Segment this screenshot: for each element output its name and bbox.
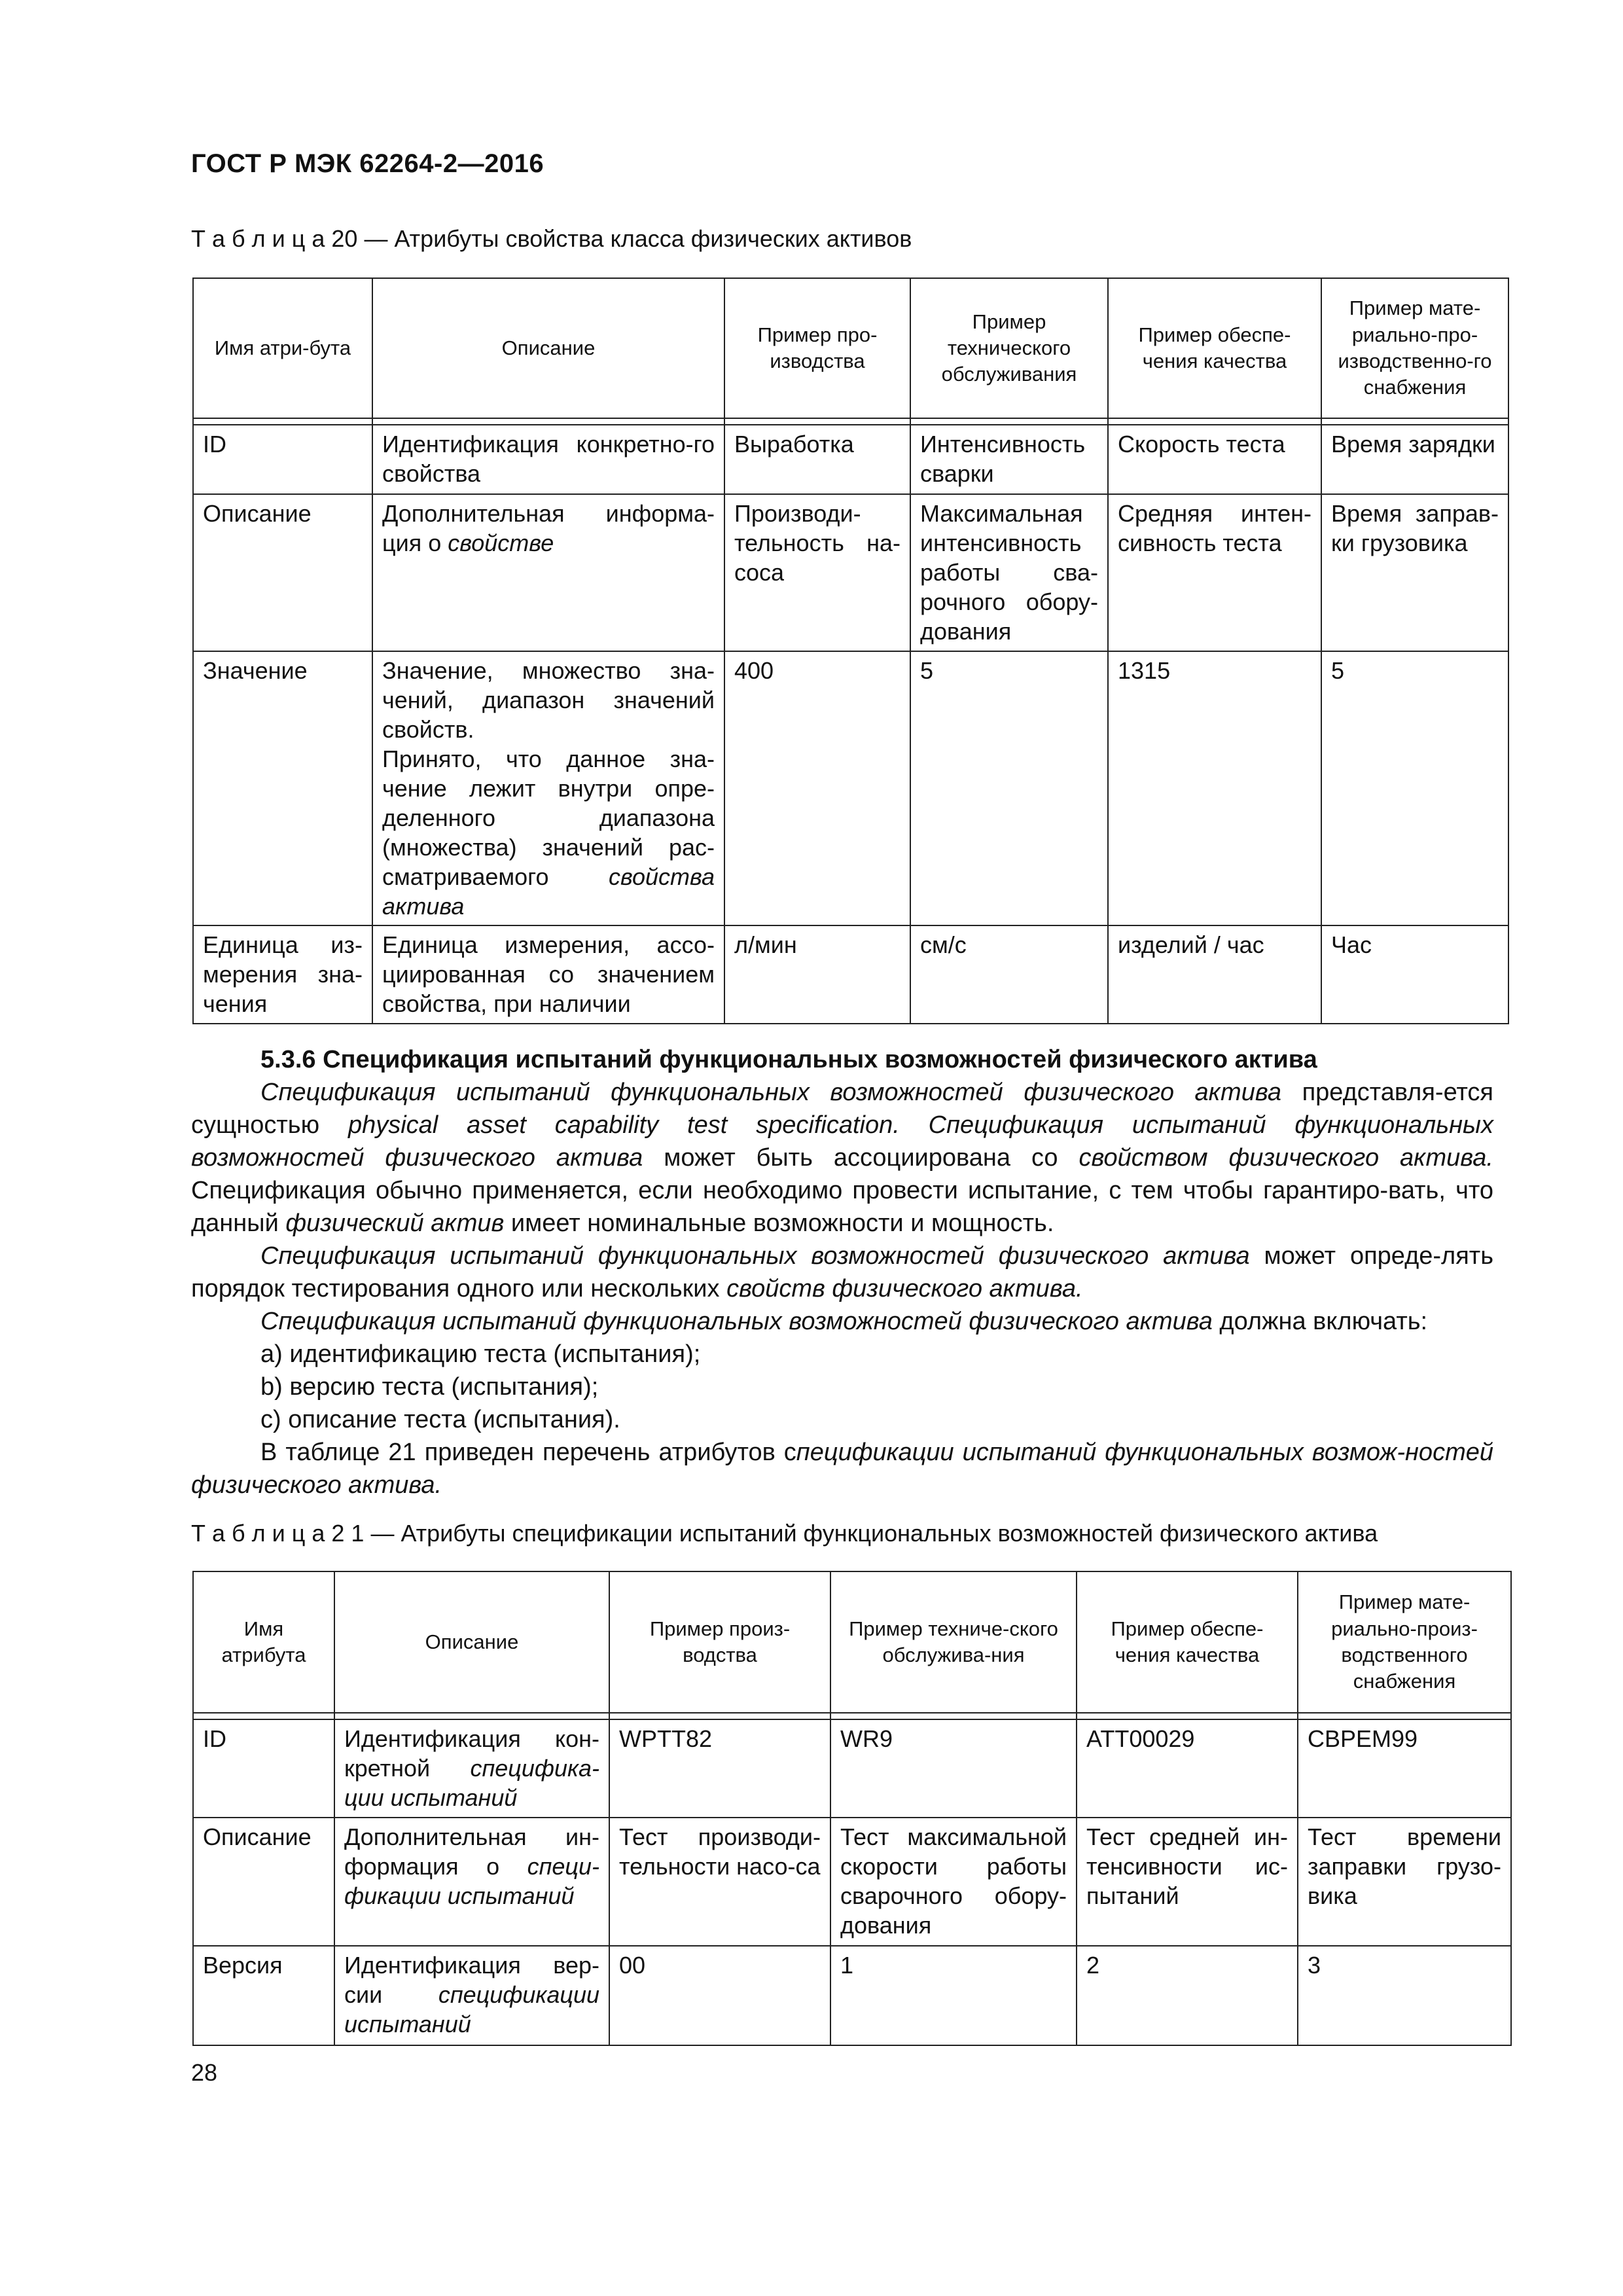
cell-prod: Тест производи-тельности насо-са <box>609 1818 830 1946</box>
cell-desc-italic: спецификации испытаний <box>344 1981 599 2037</box>
cell-maint: 5 <box>910 651 1108 925</box>
list-item: a) идентификацию теста (испытания); <box>260 1340 701 1368</box>
table21-caption-prefix: Т а б л и ц а 2 1 <box>191 1520 365 1547</box>
table21-header-maint: Пример техниче-ского обслужива-ния <box>830 1571 1077 1713</box>
cell-maint: см/с <box>910 925 1108 1024</box>
cell-desc-italic: специ-фикации испытаний <box>344 1853 599 1909</box>
list-item: c) описание теста (испытания). <box>260 1406 620 1433</box>
cell-name: Версия <box>193 1946 334 2045</box>
cell-inv: Час <box>1321 925 1508 1024</box>
cell-maint: Максимальная интенсивность работы сва-рочного обору-дования <box>910 494 1108 651</box>
cell-inv: Время заправ-ки грузовика <box>1321 494 1508 651</box>
text: Спецификация обычно применяется, если необходимо провести испытание, с тем чтобы гарантиро-вать, что данный <box>191 1177 1493 1237</box>
table20-header-name: Имя атри-бута <box>193 278 372 418</box>
text-italic: физический актив <box>285 1210 505 1237</box>
text-italic: Спецификация испытаний функциональных возможностей физического актива <box>260 1308 1213 1335</box>
list-item: b) версию теста (испытания); <box>260 1373 599 1401</box>
text-italic: свойством физического актива. <box>1079 1144 1493 1172</box>
table21-header-inv: Пример мате-риально-произ-водственного снабжения <box>1298 1571 1511 1713</box>
cell-desc <box>372 651 724 925</box>
cell-qual: ATT00029 <box>1077 1719 1298 1818</box>
text: В таблице 21 приведен перечень атрибутов с <box>260 1439 796 1466</box>
cell-desc-text: Значение, множество зна-чений, диапазон значений свойств. <box>382 657 715 743</box>
cell-desc-text: Дополнительная ин-формация о <box>344 1823 599 1880</box>
cell-desc <box>372 494 724 651</box>
cell-inv: 3 <box>1298 1946 1511 2045</box>
text-italic: свойств физического актива. <box>726 1275 1083 1302</box>
cell-maint: Интенсивность сварки <box>910 425 1108 494</box>
cell-desc-italic: свойстве <box>448 529 554 556</box>
table21-header-qual: Пример обеспе-чения качества <box>1077 1571 1298 1713</box>
table21-header-row <box>193 1571 1511 1713</box>
table21 <box>192 1571 1512 2046</box>
paragraph <box>191 1240 1493 1305</box>
section-body <box>191 1043 1493 1501</box>
cell-inv: Тест времени заправки грузо-вика <box>1298 1818 1511 1946</box>
table20-header-maint: Пример технического обслуживания <box>910 278 1108 418</box>
table20-caption-text: — Атрибуты свойства класса физических активов <box>357 225 912 252</box>
cell-inv: 5 <box>1321 651 1508 925</box>
cell-desc: Идентификация конкретно-го свойства <box>372 425 724 494</box>
cell-maint: 1 <box>830 1946 1077 2045</box>
cell-name: Единица из-мерения зна-чения <box>193 925 372 1024</box>
page-number: 28 <box>191 2059 218 2086</box>
table-row <box>193 651 1508 925</box>
table-row <box>193 925 1508 1024</box>
cell-desc-text: Идентификация вер-сии <box>344 1952 599 2008</box>
text: имеет номинальные возможности и мощность. <box>504 1210 1054 1237</box>
table20-header-inv: Пример мате-риально-про-изводственно-го снабжения <box>1321 278 1508 418</box>
cell-desc-text: Принято, что данное зна-чение лежит внутри опре-деленного диапазона (множества) значений рас-сматриваемого <box>382 745 715 890</box>
table20-header-qual: Пример обеспе-чения качества <box>1108 278 1321 418</box>
cell-name: ID <box>193 425 372 494</box>
text-italic: Спецификация испытаний функциональных возможностей физического актива <box>260 1079 1281 1106</box>
cell-qual: 2 <box>1077 1946 1298 2045</box>
text-italic: physical asset capability test specification. Спецификация испытаний функциональных возможностей физического актива <box>191 1111 1493 1172</box>
cell-prod: л/мин <box>724 925 910 1024</box>
cell-name: Значение <box>193 651 372 925</box>
text: должна включать: <box>1212 1308 1428 1335</box>
table-row <box>193 425 1508 494</box>
cell-inv: Время зарядки <box>1321 425 1508 494</box>
table21-header-name: Имя атрибута <box>193 1571 334 1713</box>
cell-desc-italic: специфика-ции испытаний <box>344 1755 599 1811</box>
cell-prod: Производи-тельность на-coca <box>724 494 910 651</box>
section-heading: 5.3.6 Спецификация испытаний функциональных возможностей физического актива <box>260 1046 1317 1073</box>
paragraph <box>191 1076 1493 1240</box>
cell-desc-text: Дополнительная информа-ция о <box>382 500 715 556</box>
table-row <box>193 1818 1511 1946</box>
cell-maint: Тест максимальной скорости работы сварочного обору-дования <box>830 1818 1077 1946</box>
cell-name: ID <box>193 1719 334 1818</box>
cell-name: Описание <box>193 1818 334 1946</box>
table-row <box>193 494 1508 651</box>
cell-desc-text: Идентификация кон-кретной <box>344 1725 599 1782</box>
cell-qual: 1315 <box>1108 651 1321 925</box>
table21-separator <box>193 1713 1511 1719</box>
table-row <box>193 1719 1511 1818</box>
cell-prod: Выработка <box>724 425 910 494</box>
table20-caption-prefix: Т а б л и ц а 20 <box>191 225 358 252</box>
paragraph <box>191 1436 1493 1501</box>
table21-header-prod: Пример произ-водства <box>609 1571 830 1713</box>
document-header: ГОСТ Р МЭК 62264-2—2016 <box>191 149 544 178</box>
table20-header-row <box>193 278 1508 418</box>
cell-prod: WPTT82 <box>609 1719 830 1818</box>
paragraph <box>191 1305 1493 1338</box>
text: представля-ется сущностью <box>191 1079 1494 1139</box>
table20-separator <box>193 418 1508 425</box>
cell-prod: 00 <box>609 1946 830 2045</box>
text-italic: пецификации испытаний функциональных возмож-ностей физического актива. <box>191 1439 1493 1499</box>
cell-name: Описание <box>193 494 372 651</box>
cell-desc-italic: свойства актива <box>382 863 715 920</box>
cell-qual: Скорость теста <box>1108 425 1321 494</box>
table20 <box>192 278 1509 1024</box>
text-italic: Спецификация испытаний функциональных возможностей физического актива <box>260 1242 1250 1270</box>
table20-caption <box>191 225 912 253</box>
text: может быть ассоциирована со <box>643 1144 1079 1172</box>
cell-desc: Единица измерения, ассо-циированная со значением свойства, при наличии <box>372 925 724 1024</box>
cell-qual: Тест средней ин-тенсивности ис-пытаний <box>1077 1818 1298 1946</box>
table21-caption-text: — Атрибуты спецификации испытаний функциональных возможностей физического актива <box>364 1520 1378 1547</box>
table-row <box>193 1946 1511 2045</box>
table20-header-desc: Описание <box>372 278 724 418</box>
cell-inv: CBPEM99 <box>1298 1719 1511 1818</box>
cell-maint: WR9 <box>830 1719 1077 1818</box>
table21-caption <box>191 1520 1378 1547</box>
table21-header-desc: Описание <box>334 1571 609 1713</box>
cell-qual: изделий / час <box>1108 925 1321 1024</box>
text: может опреде-лять порядок тестирования одного или нескольких <box>191 1242 1494 1302</box>
cell-prod: 400 <box>724 651 910 925</box>
cell-desc <box>334 1719 609 1818</box>
cell-desc <box>334 1946 609 2045</box>
table20-header-prod: Пример про-изводства <box>724 278 910 418</box>
cell-desc <box>334 1818 609 1946</box>
cell-qual: Средняя интен-сивность теста <box>1108 494 1321 651</box>
